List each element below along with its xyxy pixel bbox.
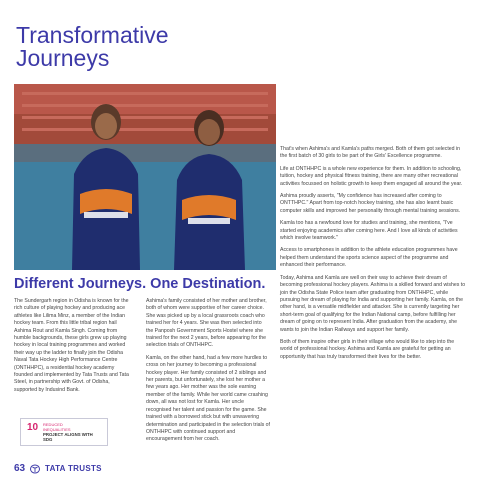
paragraph: The Sundergarh region in Odisha is known for the rich culture of playing hockey and producing ace athletes like Lilima Minz, a member of the Indian hockey team. From this little tribal region hail Ashima Rout and Kamla Singh. Coming from humble backgrounds, these girls grew up playing hockey in local training programmes and worked their way up the ladder to finally join the Odisha Naval Tata Hockey High Performance Centre (ONTHHPC), a residential hockey academy founded and implemented by Tata Trusts and Tata Steel, in partnership with Govt. of Odisha, supported by Indusind Bank. [14,298,129,393]
section-heading: Different Journeys. One Destination. [14,276,266,292]
sdg-label: REDUCED INEQUALITIES [43,422,71,432]
sdg-badge [20,418,108,446]
paragraph: Ashima's family consisted of her mother and brother, both of whom were supportive of her career choice. She was picked up by a local grassroots coach who trained her for 4 years. She was then selected into the Panposh Government Sports Hostel where she trained for the next 2 years, before appearing for the selection trials of ONTHHPC. [146,298,267,349]
text-column-1 [14,298,134,399]
paragraph: That's when Ashima's and Kamla's paths merged. Both of them got selected in the first batch of 30 girls to be part of the Girls' Excellence programme. [280,146,461,160]
paragraph: Ashima proudly asserts, "My confidence has increased after coming to ONTTHPC." Apart from top-notch hockey training, she has also learnt basic computer skills and improved her personality through mental training sessions. [280,193,461,214]
paragraph: Life at ONTHHPC is a whole new experience for them. In addition to schooling, tuition, hockey and physical fitness training, there are many other recreational activities focussed on holistic growth to keep them engaged all around the year. [280,165,463,187]
paragraph: Both of them inspire other girls in their village who would like to step into the world of professional hockey. Ashima and Kamla are grateful for getting an opportunity that has truly transformed their lives for the better. [280,338,455,360]
photo-of-two-hockey-players [14,84,276,270]
page-title: Transformative Journeys [16,22,169,71]
hero-photo [14,84,276,270]
paragraph: Kamla too has a newfound love for studies and training, she mentions, "I've started enjoying academics after coming here. And I love all kinds of activities which involve teamwork." [280,220,458,242]
paragraph: Kamla, on the other hand, had a few more hurdles to cross on her journey to becoming a professional hockey player. Her family consisted of 2 siblings and her parents, but unfortunately, she lost her mother a few years ago. Her mother was the sole earning member of the family. While her world came crashing down, all was not lost for Kamla. Her uncle recognised her talent and passion for the game. She trained with a borrowed stick but with unwavering determination and participated in the selection trials of ONTHHPC with continued support and encouragement from her coach. [146,354,270,443]
paragraph: Today, Ashima and Kamla are well on their way to achieve their dream of becoming professional hockey players. Ashima is a skilled forward and wishes to join the Odisha State Police team after graduating from ONTHHPC, while pursuing her dream of playing for India and supporting her family. Kamla, on the other hand, is a versatile midfielder and attacker. She is currently targeting her short-term goal of qualifying for the Indian National camp, before fulfilling her dream of going on to represent India. After graduation from the academy, she wants to join the Indian Railways and support her family. [280,274,466,333]
text-column-3 [280,146,466,366]
paragraph: Access to smartphones in addition to the athlete education programmes have helped them understand the sports science aspect of the programme and enhanced their performance. [280,247,458,269]
tata-logo-icon [30,464,40,474]
brand-name: TATA TRUSTS [45,464,102,473]
sdg-subtitle: PROJECT ALIGNS WITH SDG [43,432,93,442]
text-column-2 [146,298,270,449]
sdg-number: 10 [27,422,39,433]
page-footer [0,458,480,480]
page-number: 63 [14,463,26,474]
